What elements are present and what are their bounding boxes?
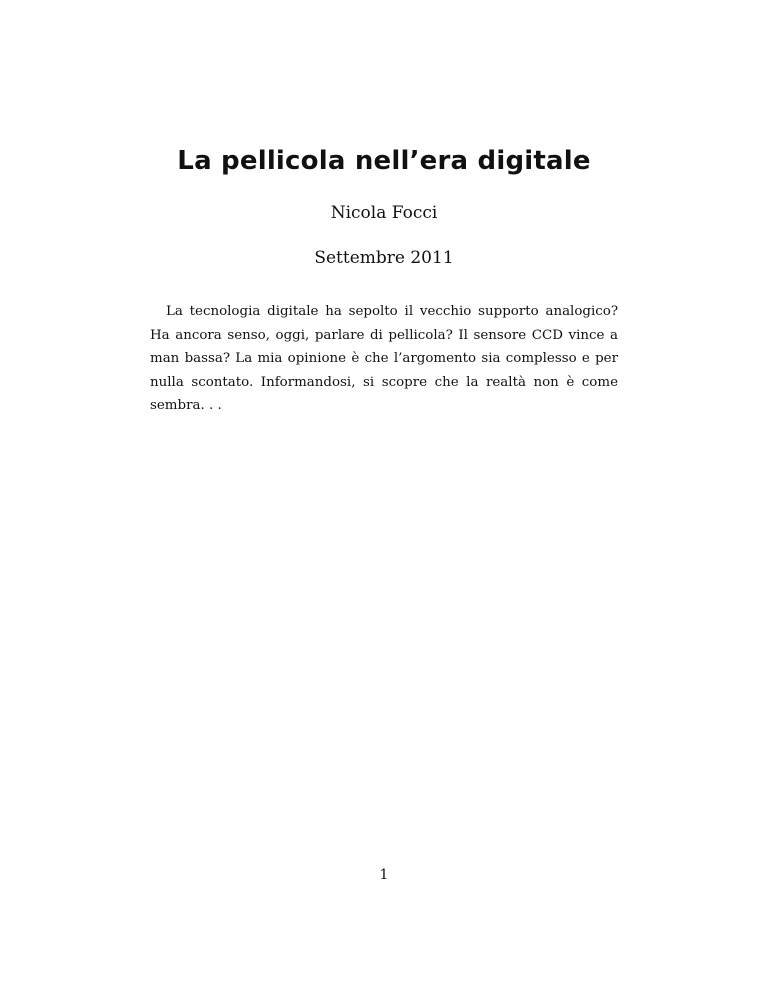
- document-title: La pellicola nell’era digitale: [177, 146, 591, 176]
- document-author: Nicola Focci: [330, 203, 438, 223]
- document-date: Settembre 2011: [314, 248, 454, 268]
- abstract-paragraph: La tecnologia digitale ha sepolto il vecchio supporto analogico? Ha ancora senso, oggi, parlare di pellicola? Il sensore CCD vince a man bassa? La mia opinione è che l’argomento sia complesso e per nulla scontato. Informandosi, si scopre che la realtà non è come sembra. . .: [150, 304, 618, 413]
- page-number: 1: [379, 867, 389, 883]
